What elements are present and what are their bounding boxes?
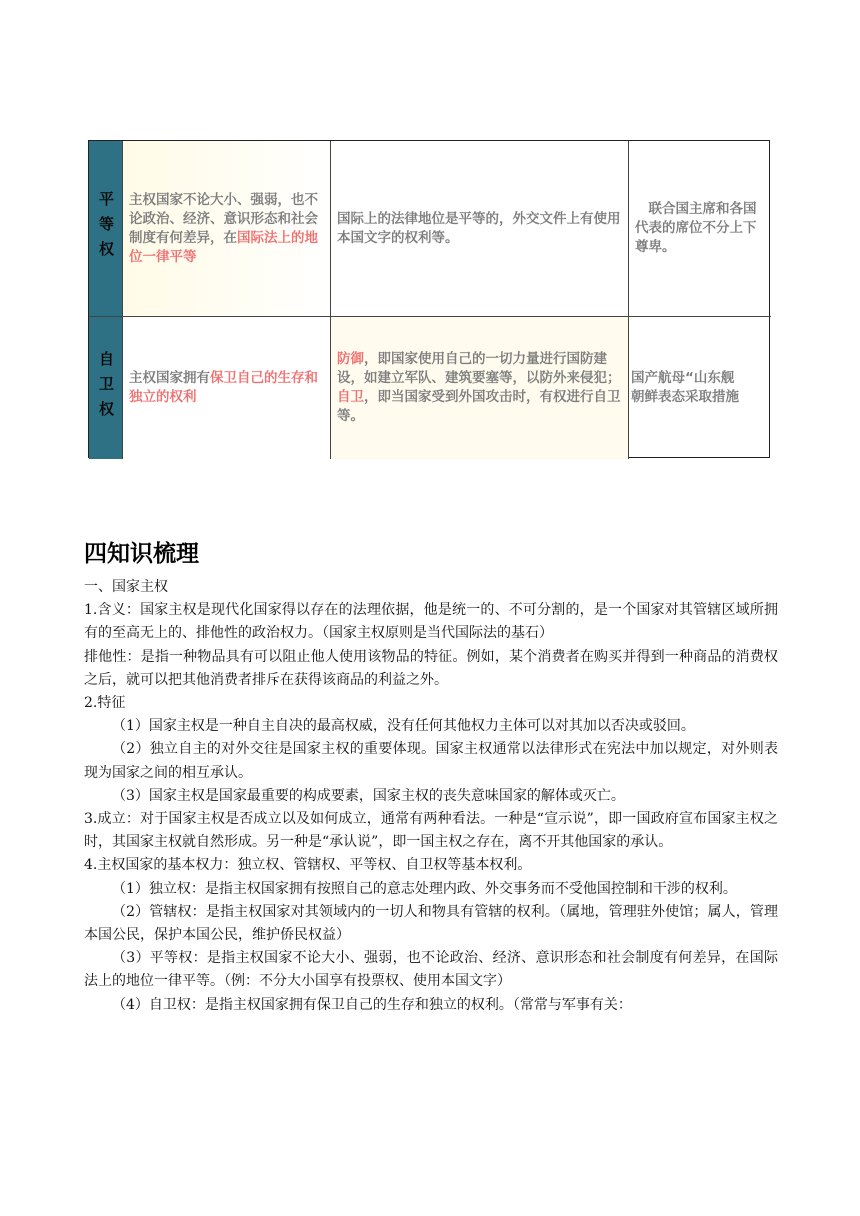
paragraph: 3.成立：对于国家主权是否成立以及如何成立，通常有两种看法。一种是“宣示说”，即一国政府宣布国家主权之时，其国家主权就自然形成。另一种是“承认说”，即一国主权之存在，离不开其他国家的承认。 <box>84 811 778 851</box>
highlight-text: 保卫自己的生存和独立的权利 <box>129 370 318 405</box>
paragraph: （4）自卫权：是指主权国家拥有保卫自己的生存和独立的权利。（常常与军事有关： <box>112 996 632 1013</box>
paragraph: （3）平等权：是指主权国家不论大小、强弱，也不论政治、经济、意识形态和社会制度有何差异，在国际法上的地位一律平等。（例：不分大小国享有投票权、使用本国文字） <box>84 950 778 990</box>
paragraph: 排他性：是指一种物品具有可以阻止他人使用该物品的特征。例如，某个消费者在购买并得到一种商品的消费权之后，就可以把其他消费者排斥在获得该商品的利益之外。 <box>84 648 778 688</box>
highlight-text: 防御 <box>337 351 364 367</box>
highlight-text: 国际法上的地位一律平等 <box>129 229 318 265</box>
paragraph: 一、国家主权 <box>84 579 168 595</box>
paragraph: （2）管辖权：是指主权国家对其领域内的一切人和物具有管辖的权利。（属地，管理驻外使馆；属人，管理本国公民，保护本国公民，维护侨民权益） <box>84 903 778 944</box>
equality-example-cell: 联合国主席和各国代表的席位不分上下尊卑。 <box>629 141 771 317</box>
paragraph: （1）独立权：是指主权国家拥有按照自己的意志处理内政、外交事务而不受他国控制和干涉的权利。 <box>112 880 737 897</box>
rights-table <box>88 140 770 458</box>
paragraph: （3）国家主权是国家最重要的构成要素，国家主权的丧失意味国家的解体或灭亡。 <box>112 787 625 804</box>
paragraph: （1）国家主权是一种自主自决的最高权威，没有任何其他权力主体可以对其加以否决或驳回。 <box>112 718 695 735</box>
paragraph: （2）独立自主的对外交往是国家主权的重要体现。国家主权通常以法律形式在宪法中加以规定，对外则表现为国家之间的相互承认。 <box>84 741 778 781</box>
self-defense-example-cell: 国产航母“山东舰 朝鲜表态采取措施 <box>631 370 739 405</box>
section-heading: 四知识梳理 <box>84 541 199 567</box>
paragraph: 1.含义：国家主权是现代化国家得以存在的法理依据，他是统一的、不可分割的，是一个国家对其管辖区域所拥有的至高无上的、排他性的政治权力。（国家主权原则是当代国际法的基石） <box>84 602 778 642</box>
row-header-equality: 平等权 <box>89 141 123 317</box>
paragraph: 4.主权国家的基本权力：独立权、管辖权、平等权、自卫权等基本权利。 <box>84 857 532 874</box>
equality-definition-cell: 主权国家不论大小、强弱，也不论政治、经济、意识形态和社会制度有何差异，在国际法上的地位一律平等 <box>123 141 331 317</box>
self-defense-definition-cell: 主权国家拥有保卫自己的生存和独立的权利 <box>123 317 331 459</box>
document-body <box>84 576 778 1017</box>
equality-content-cell: 国际上的法律地位是平等的，外交文件上有使用本国文字的权利等。 <box>331 141 629 317</box>
row-header-self-defense: 自卫权 <box>89 317 123 459</box>
highlight-text: 自卫 <box>337 389 364 405</box>
paragraph: 2.特征 <box>84 695 126 712</box>
self-defense-content-cell: 防御，即国家使用自己的一切力量进行国防建设，如建立军队、建筑要塞等，以防外来侵犯；自卫，即当国家受到外国攻击时，有权进行自卫等。 <box>331 317 629 459</box>
